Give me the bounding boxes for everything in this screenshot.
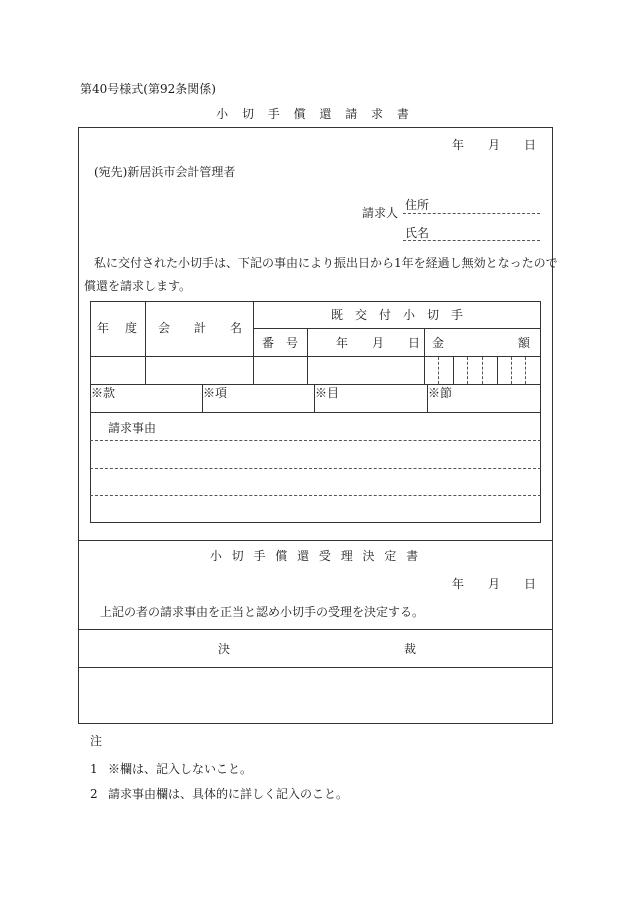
input-account-name[interactable] bbox=[146, 357, 253, 384]
input-check-date[interactable] bbox=[308, 357, 424, 384]
approval-area[interactable] bbox=[79, 668, 552, 723]
header-amount-sum: 額 bbox=[518, 336, 531, 350]
requester-label: 請求人 bbox=[362, 206, 399, 220]
divider bbox=[253, 328, 541, 329]
reason-label: 請求事由 bbox=[108, 421, 157, 435]
note-2-text: 請求事由欄は、具体的に詳しく記入のこと。 bbox=[108, 787, 349, 801]
input-fiscal-year[interactable] bbox=[91, 357, 145, 384]
addressee: (宛先)新居浜市会計管理者 bbox=[94, 165, 236, 179]
note-1-number: 1 bbox=[90, 762, 98, 776]
label-kan: ※款 bbox=[91, 386, 116, 400]
form-number: 第40号様式(第92条関係) bbox=[80, 82, 216, 96]
header-account-name: 会 計 名 bbox=[158, 321, 243, 335]
decision-date-month: 月 bbox=[488, 577, 501, 591]
name-label: 氏名 bbox=[405, 226, 430, 240]
address-label: 住所 bbox=[405, 198, 430, 212]
input-amount[interactable] bbox=[425, 357, 541, 384]
note-1-text: ※欄は、記入しないこと。 bbox=[108, 762, 253, 776]
digit-separator bbox=[438, 357, 439, 384]
header-date: 年 月 日 bbox=[336, 336, 421, 350]
reason-line[interactable] bbox=[90, 468, 541, 469]
digit-separator bbox=[453, 357, 454, 384]
header-fiscal-year: 年 度 bbox=[97, 321, 140, 335]
section-divider bbox=[78, 629, 553, 630]
input-check-number[interactable] bbox=[254, 357, 307, 384]
address-field[interactable] bbox=[403, 213, 540, 214]
reason-line[interactable] bbox=[90, 495, 541, 496]
digit-separator bbox=[511, 357, 512, 384]
label-setsu: ※節 bbox=[428, 386, 453, 400]
header-number: 番 号 bbox=[262, 336, 299, 350]
date-year: 年 bbox=[452, 138, 465, 152]
decision-text: 上記の者の請求事由を正当と認め小切手の受理を決定する。 bbox=[100, 605, 425, 619]
body-text-1: 私に交付された小切手は、下記の事由により振出日から1年を経過し無効となったので bbox=[94, 256, 558, 270]
decision-title: 小 切 手 償 還 受 理 決 定 書 bbox=[209, 549, 422, 563]
reason-line[interactable] bbox=[90, 440, 541, 441]
name-field[interactable] bbox=[403, 240, 540, 241]
header-amount-gold: 金 bbox=[432, 336, 445, 350]
form-title: 小 切 手 償 還 請 求 書 bbox=[216, 107, 414, 121]
section-divider bbox=[78, 540, 553, 541]
notes-heading: 注 bbox=[90, 734, 103, 748]
label-kou: ※項 bbox=[203, 386, 228, 400]
digit-separator bbox=[467, 357, 468, 384]
header-issued-check: 既 交 付 小 切 手 bbox=[330, 308, 463, 322]
digit-separator bbox=[497, 357, 498, 384]
body-text-2: 償還を請求します。 bbox=[84, 279, 192, 293]
divider bbox=[90, 384, 541, 385]
digit-separator bbox=[482, 357, 483, 384]
label-moku: ※目 bbox=[315, 386, 340, 400]
digit-separator bbox=[525, 357, 526, 384]
approval-label-1: 決 bbox=[218, 642, 231, 656]
approval-label-2: 裁 bbox=[404, 642, 417, 656]
date-month: 月 bbox=[488, 138, 501, 152]
note-2-number: 2 bbox=[90, 787, 98, 801]
date-day: 日 bbox=[524, 138, 537, 152]
divider bbox=[90, 412, 541, 413]
decision-date-day: 日 bbox=[524, 577, 537, 591]
decision-date-year: 年 bbox=[452, 577, 465, 591]
